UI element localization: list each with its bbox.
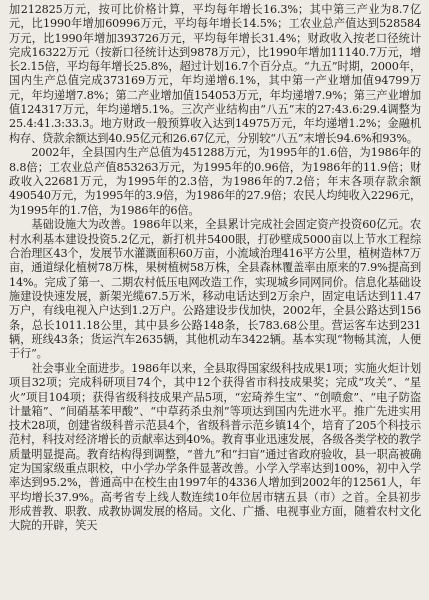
paragraph-2002-economy: 2002年，全县国内生产总值为451288万元，为1995年的1.6倍，为1986年的8.8倍；工农业总产值853263万元，为1995年的0.96倍，为1986年的11.9倍；财政收入22681万元，为1995年的2.3倍，为1986年的7.2倍；年末各项存款余额490540万元，为1995年的3.9倍，为1986年的27.9倍；农民人均纯收入2296元，为1995年的1.7倍，为1986年的6倍。 xyxy=(9,146,421,217)
paragraph-social-progress: 社会事业全面进步。1986年以来，全县取得国家级科技成果1项；实施火炬计划项目32项；完成科研项目74个，其中12个获得省市科技成果奖；完成“攻关”、“星火”项目104项；获得省级科技成果产品5项，“宏琦养生宝”、“创喷愈”、“电子防盗计量箱”、“间硝基苯甲酸”、“中草药杀虫剂”等项达到国内先进水平。推广先进实用技术28项，创建省级科普示范县4个，省级科普示范乡镇14个，培育了205个科技示范村，科技对经济增长的贡献率达到40%。教育事业迅速发展，各级各类学校的教学质量明显提高。教育结构得到调整，“普九”和“扫盲”通过省政府验收，县一职高被确定为国家级重点职校，中小学办学条件显著改善。小学入学率达到100%，初中入学率达到95.2%，普通高中在校生由1997年的4336人增加到2002年的12561人，年平均增长37.9%。高考省专上线人数连续10年位居市辖五县（市）之首。全县初步形成普教、职教、成教协调发展的格局。文化、广播、电视事业方面，随着农村文化大院的开辟，笑天 xyxy=(9,361,421,533)
paragraph-infrastructure: 基础设施大为改善。1986年以来，全县累计完成社会固定资产投资60亿元。农村水利基本建设投资5.2亿元，新打机井5400眼，打砂壁成5000亩以上节水工程综合治理区43个，发展节水灌溉面积60万亩，小流域治理416平方公里，植树造林7万亩，通道绿化植树78万株，果树植树58万株，全县森林覆盖率由原来的7.9%提高到14%。完成了第一、二期农村低压电网改造工作，实现城乡同网同价。信息化基础设施建设快速发展，新架光缆67.5万米，移动电话达到2万余户，固定电话达到11.47万户，有线电视入户达到1.2万户。公路建设步伐加快，2002年，全县公路达到156条，总长1011.18公里，其中县乡公路148条，长783.68公里。营运客车达到231辆，班线43条；货运汽车2635辆，其他机动车3422辆。基本实现“物畅其流，人便于行”。 xyxy=(9,218,421,361)
paragraph-economy-continued: 加212825万元，按可比价格计算，平均每年增长16.3%；其中第三产业为8.7亿元，比1990年增加60996万元，平均每年增长14.5%；工农业总产值达到528584万元，比1990年增加393726万元，平均每年增长31.4%；财政收入按老口径统计完成16322万元（按新口径统计达到9878万元），比1990年增加11140.7万元，增长2.15倍，平均每年增长25.8%，超过计划16.7个百分点。“九五”时期，2000年，国内生产总值完成373169万元，年均递增6.1%，其中第一产业增加值94799万元，年均递增7.8%；第二产业增加值154053万元，年均递增7.9%；第三产业增加值124317万元，年均递增5.1%。三次产业结构由“八五”末的27:43.6:29.4调整为25.4:41.3:33.3。地方财政一般预算收入达到14975万元，年均递增1.2%；金融机构存、贷款余额达到40.95亿元和26.67亿元，分别较“八五”末增长94.6%和93%。 xyxy=(9,3,421,145)
